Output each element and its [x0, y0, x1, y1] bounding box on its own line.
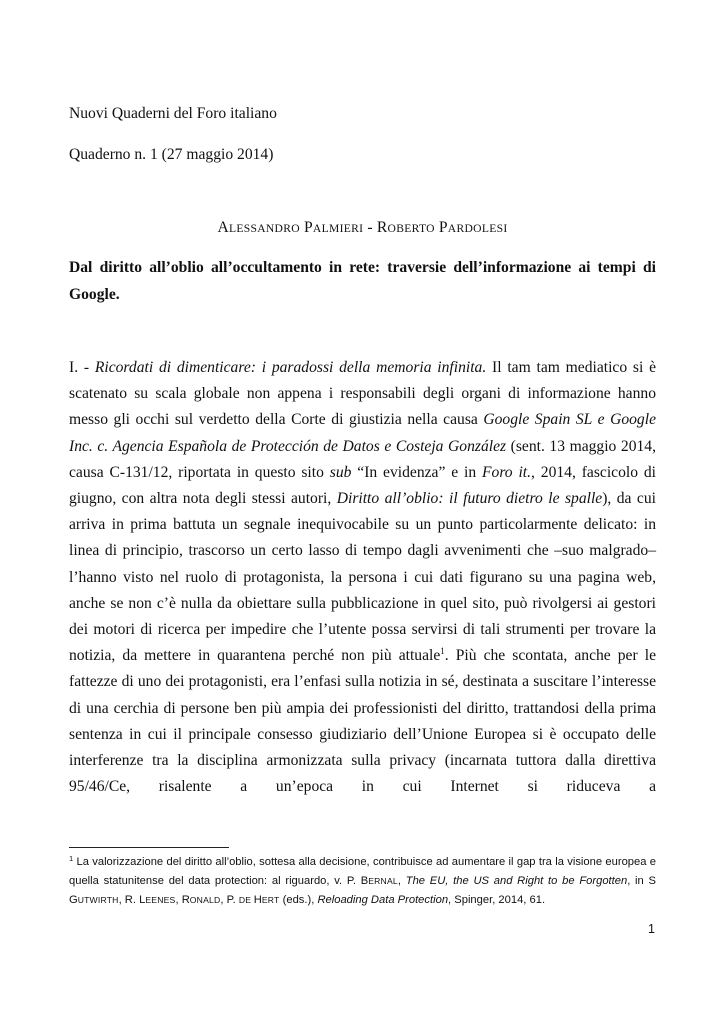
body-text: , 2014, fascicolo di giugno, con altra nota degli stessi autori,	[69, 463, 656, 508]
footnote-author-initial: R	[181, 894, 190, 906]
body-text: “In evidenza” e in	[351, 463, 482, 481]
author-name-smallcaps: OBERTO	[387, 222, 435, 235]
footnote-reference[interactable]: 1	[440, 646, 445, 657]
footnote-text: , R.	[118, 894, 140, 906]
footnote-author-initial: L	[139, 894, 146, 906]
journal-ref: Foro it.	[482, 463, 532, 481]
footnote-text: ,	[175, 894, 182, 906]
section-paragraph	[69, 355, 656, 800]
journal-name: Nuovi Quaderni del Foro italiano	[69, 105, 277, 122]
footnote-author-initial: H	[253, 894, 262, 906]
author-initial: R	[376, 219, 388, 236]
body-text: . Più che scontata, anche per le fattezze di uno dei protagonisti, era l’enfasi sulla notizia in sé, destinata a suscitare l’interesse di una cerchia di persone ben più ampia dei professionisti del diritto, trattandosi della prima sentenza in cui il principale consesso giudiziario dell’Unione Europea si è occupato delle interferenze tra la disciplina armonizzata sulla privacy (incarnata tuttora dalla direttiva 95/46/Ce, risalente a un’epoca in cui Internet si riduceva a	[69, 647, 656, 796]
note-title: Diritto all’oblio: il futuro dietro le spalle	[336, 490, 603, 508]
footnote-author-smallcaps: EENES	[145, 895, 176, 905]
footnote-text: La valorizzazione del diritto all’oblio, sottesa alla decisione, contribuisce ad aumentare il gap tra la visione europea e quella statunitense del data protection: al riguardo, v. P.	[69, 856, 656, 887]
footnote-text: , P.	[220, 894, 239, 906]
section-number: I. -	[69, 359, 95, 376]
footnote-work-title: Reloading Data Protection	[317, 894, 449, 906]
author-initial: P	[438, 219, 448, 236]
footnote-author-smallcaps: ONALD	[189, 895, 221, 905]
article-title: Dal diritto all’oblio all’occultamento in rete: traversie dell’informazione ai tempi di Google.	[69, 259, 656, 303]
footnote-mark: 1	[69, 854, 74, 863]
footnote-author-smallcaps: ERT	[261, 895, 280, 905]
footnote-text: , Spinger, 2014, 61.	[448, 894, 546, 906]
footnote-author-initial: G	[69, 894, 78, 906]
case-name: Google Spain SL e Google Inc. c. Agencia Española de Protección de Datos e Costeja González	[69, 411, 656, 455]
footnote	[69, 853, 656, 910]
footnote-divider	[69, 847, 229, 848]
section-heading: Ricordati di dimenticare: i paradossi della memoria infinita.	[94, 359, 487, 376]
footnote-text: (eds.),	[279, 894, 318, 906]
authors-line	[0, 219, 725, 237]
author-initial: P	[304, 219, 313, 236]
sub-label: sub	[329, 463, 352, 481]
footnote-author-smallcaps: ERNAL	[368, 876, 398, 886]
author-separator: -	[363, 219, 377, 236]
body-text: (sent. 13 maggio 2014, causa C-131/12, riportata in questo sito	[69, 437, 656, 481]
article-body	[69, 355, 656, 800]
footnote-author-smallcaps: UTWIRTH	[77, 895, 119, 905]
author-initial: A	[217, 219, 229, 236]
footnote-author-smallcaps: DE	[238, 895, 254, 905]
body-text: Il tam tam mediatico si è scatenato su scala globale non appena i responsabili degli organi di informazione hanno messo gli occhi sul verdetto della Corte di giustizia nella causa	[69, 359, 656, 429]
footnote-text: , in S	[627, 875, 656, 887]
author-name-smallcaps: LESSANDRO	[228, 222, 300, 235]
author-surname-smallcaps: ARDOLESI	[447, 222, 508, 235]
footnote-author-initial: B	[360, 875, 369, 887]
footnote-text: ,	[397, 875, 406, 887]
page-number: 1	[648, 922, 655, 936]
body-text: ), da cui arriva in prima battuta un segnale inequivocabile su un punto particolarmente delicato: in linea di principio, trascorso un certo lasso di tempo dagli avvenimenti che –suo malgrado– l’hanno visto nel ruolo di protagonista, la persona i cui dati figurano su una pagina web, anche se non c’è nulla da obiettare sulla pubblicazione in quel sito, può rivolgersi ai gestori dei motori di ricerca per impedire che l’utente possa servirsi di tali strumenti per trovare la notizia, da mettere in quarantena perché non più attuale	[69, 490, 656, 665]
author-surname-smallcaps: ALMIERI	[312, 222, 364, 235]
footnote-work-title: The EU, the US and Right to be Forgotten	[405, 875, 628, 887]
issue-info: Quaderno n. 1 (27 maggio 2014)	[69, 146, 274, 163]
